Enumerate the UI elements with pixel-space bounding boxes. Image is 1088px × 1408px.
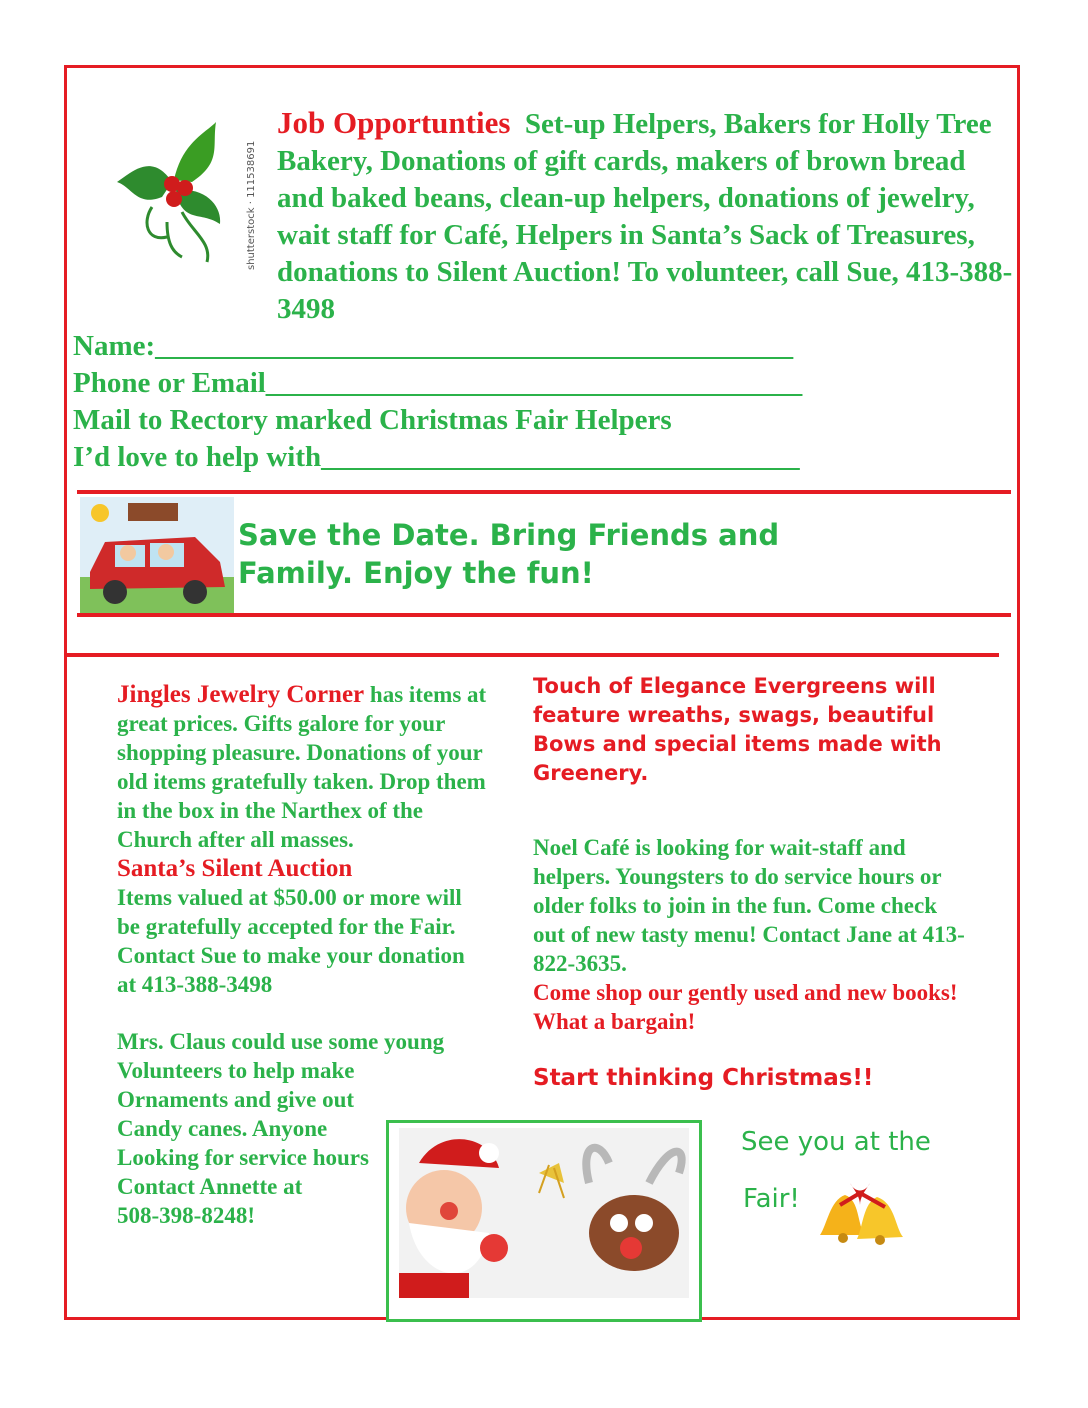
form-help-line: I’d love to help with_________________________________: [73, 441, 800, 473]
stock-watermark: shutterstock · 111538691: [246, 140, 257, 270]
claus-line: Looking for service hours: [117, 1145, 369, 1170]
see-you-line-2: Fair!: [743, 1184, 800, 1214]
books-text: Come shop our gently used and new books! What a bargain!: [533, 980, 958, 1034]
family-car-image: [80, 497, 234, 613]
claus-line: Candy canes. Anyone: [117, 1116, 328, 1141]
save-the-date: [238, 516, 779, 592]
jewelry-title: Jingles Jewelry Corner: [117, 681, 365, 708]
santa-reindeer-illustration: [389, 1123, 699, 1319]
holly-icon: [112, 112, 222, 272]
auction-body: Items valued at $50.00 or more will be gratefully accepted for the Fair. Contact Sue to make your donation at 413-388-3498: [117, 885, 465, 997]
divider: [77, 490, 1011, 494]
claus-line: Contact Annette at: [117, 1174, 303, 1199]
divider: [77, 613, 1011, 617]
jewelry-body: has items at great prices. Gifts galore for your shopping pleasure. Donations of your old items gratefully taken. Drop them in the box in the Narthex of the Church after all masses.: [117, 682, 487, 852]
see-you-line-1: See you at the: [741, 1127, 931, 1157]
form-name-line: Name:____________________________________________: [73, 330, 794, 362]
santa-reindeer-image: [386, 1120, 702, 1322]
claus-line: Ornaments and give out: [117, 1087, 355, 1112]
form-mail-line: Mail to Rectory marked Christmas Fair Helpers: [73, 404, 672, 436]
claus-line: 508-398-8248!: [117, 1203, 255, 1228]
jewelry-section: [117, 680, 487, 854]
cafe-text: Noel Café is looking for wait-staff and helpers. Youngsters to do service hours or older folks to join in the fun. Come check out of new tasty menu! Contact Jane at 413-822-3635.: [533, 835, 965, 976]
auction-title: Santa’s Silent Auction: [117, 855, 353, 882]
right-column: [533, 672, 973, 1093]
form-phone-line: Phone or Email_____________________________________: [73, 367, 803, 399]
divider: [66, 653, 999, 657]
claus-line: Volunteers to help make: [117, 1058, 355, 1083]
claus-line: Mrs. Claus could use some young: [117, 1029, 445, 1054]
save-line-1: Save the Date. Bring Friends and: [238, 518, 780, 552]
save-line-2: Family. Enjoy the fun!: [238, 556, 594, 590]
bells-icon: [815, 1175, 913, 1257]
start-thinking-text: Start thinking Christmas!!: [533, 1065, 874, 1091]
job-body: Set-up Helpers, Bakers for Holly Tree Bakery, Donations of gift cards, makers of brown bread and baked beans, clean-up helpers, donations of jewelry, wait staff for Café, Helpers in Santa’s Sack of Treasures, donations to Silent Auction! To volunteer, call Sue, 413-388-3498: [277, 108, 1013, 325]
job-title: Job Opportunties: [277, 105, 511, 140]
job-opportunities-text: [277, 104, 1017, 328]
evergreens-text: Touch of Elegance Evergreens will feature wreaths, swags, beautiful Bows and special items made with Greenery.: [533, 674, 942, 785]
